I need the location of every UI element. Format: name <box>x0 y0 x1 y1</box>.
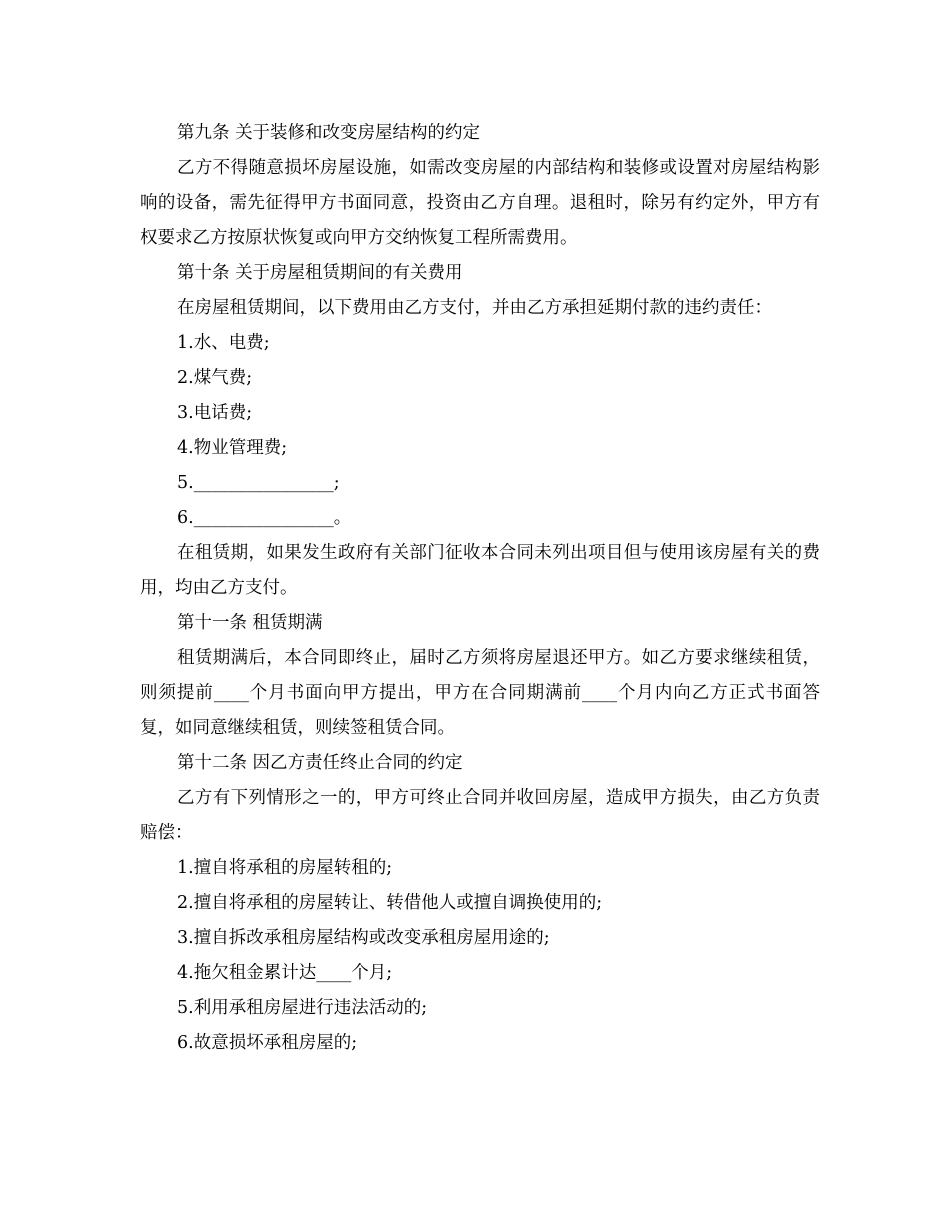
fee-item-5: 5.________________; <box>177 473 340 493</box>
termination-item-6: 6.故意损坏承租房屋的; <box>177 1033 358 1053</box>
fee-item-2: 2.煤气费; <box>177 368 253 388</box>
document-body <box>140 116 820 1061</box>
fee-item-4: 4.物业管理费; <box>177 438 288 458</box>
article-11-text: 租赁期满后，本合同即终止，届时乙方须将房屋退还甲方。如乙方要求继续租赁，则须提前____个月书面向甲方提出，甲方在合同期满前____个月内向乙方正式书面答复，如同意继续租赁，则续签租赁合同。 <box>140 648 820 738</box>
termination-item-3: 3.擅自拆改承租房屋结构或改变承租房屋用途的; <box>177 928 550 948</box>
article-12-heading: 第十二条 因乙方责任终止合同的约定 <box>177 753 463 773</box>
article-10-intro: 在房屋租赁期间，以下费用由乙方支付，并由乙方承担延期付款的违约责任： <box>177 298 772 318</box>
article-10-heading: 第十条 关于房屋租赁期间的有关费用 <box>177 263 463 283</box>
article-10-text: 在租赁期，如果发生政府有关部门征收本合同未列出项目但与使用该房屋有关的费用，均由乙方支付。 <box>140 543 820 598</box>
fee-item-3: 3.电话费; <box>177 403 253 423</box>
article-9-text: 乙方不得随意损坏房屋设施，如需改变房屋的内部结构和装修或设置对房屋结构影响的设备，需先征得甲方书面同意，投资由乙方自理。退租时，除另有约定外，甲方有权要求乙方按原状恢复或向甲方交纳恢复工程所需费用。 <box>140 158 820 248</box>
termination-item-1: 1.擅自将承租的房屋转租的; <box>177 858 393 878</box>
article-11-heading: 第十一条 租赁期满 <box>177 613 323 633</box>
fee-item-1: 1.水、电费; <box>177 333 270 353</box>
article-12-intro: 乙方有下列情形之一的，甲方可终止合同并收回房屋，造成甲方损失，由乙方负责赔偿： <box>140 788 820 843</box>
termination-item-2: 2.擅自将承租的房屋转让、转借他人或擅自调换使用的; <box>177 893 603 913</box>
fee-item-6: 6.________________。 <box>177 508 352 528</box>
termination-item-4: 4.拖欠租金累计达____个月; <box>177 963 393 983</box>
termination-item-5: 5.利用承租房屋进行违法活动的; <box>177 998 428 1018</box>
article-9-heading: 第九条 关于装修和改变房屋结构的约定 <box>177 123 481 143</box>
